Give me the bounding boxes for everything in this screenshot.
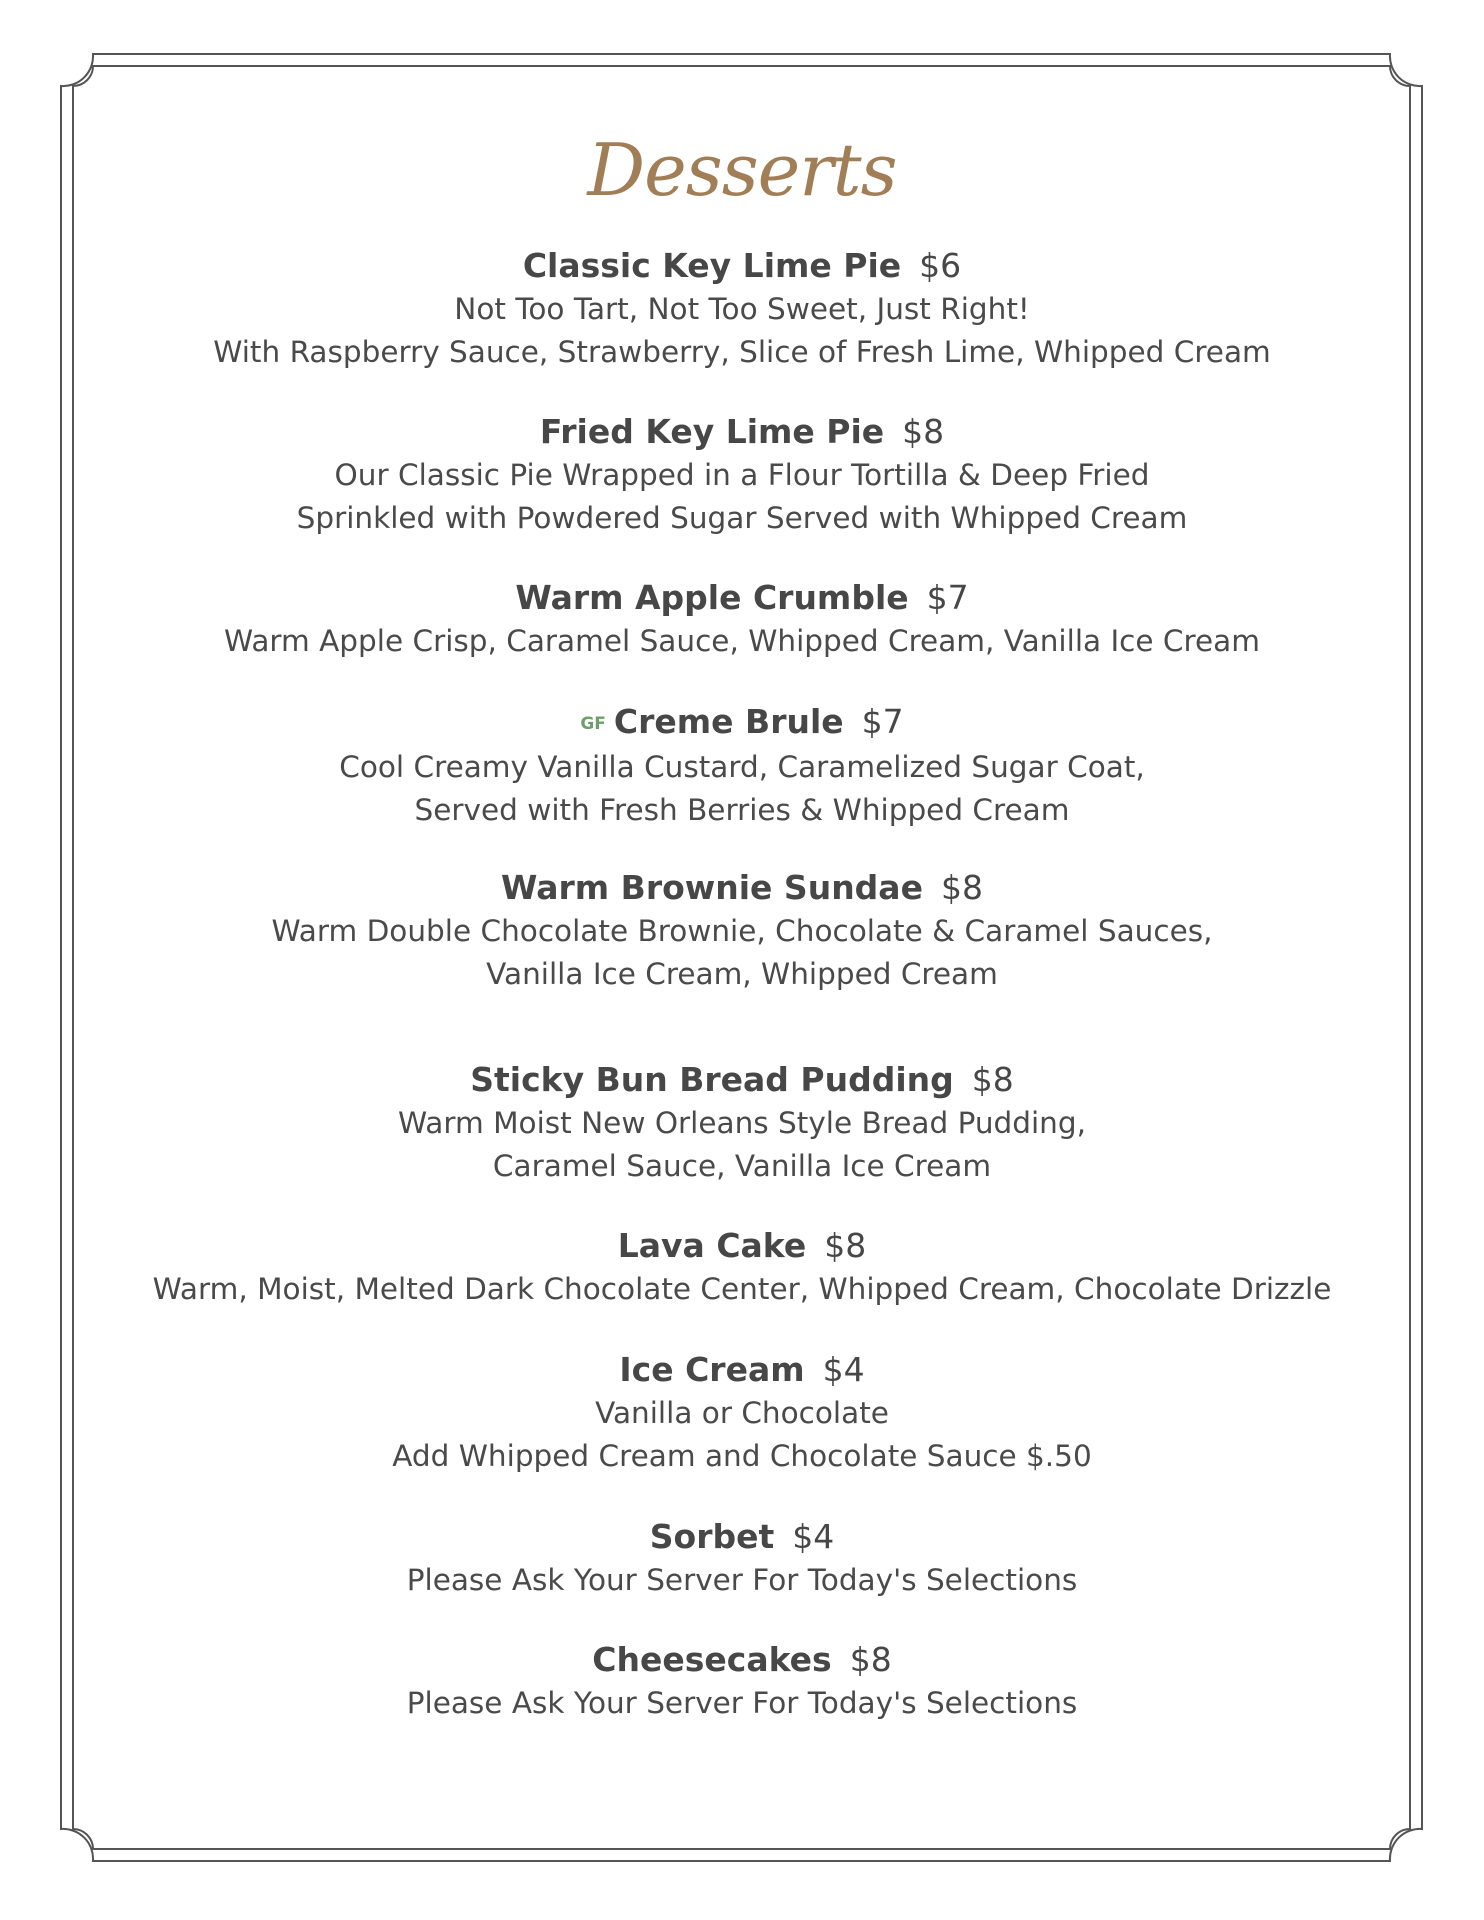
menu-item-header xyxy=(0,1058,1484,1102)
menu-item-name: Warm Brownie Sundae xyxy=(501,868,923,907)
menu-item-name: Lava Cake xyxy=(617,1226,807,1265)
menu-item-price: $7 xyxy=(926,578,969,617)
menu-item-description: Our Classic Pie Wrapped in a Flour Tortilla & Deep Fried xyxy=(334,458,1150,492)
menu-item-description: Please Ask Your Server For Today's Selections xyxy=(406,1563,1078,1597)
menu-item xyxy=(0,244,1484,374)
menu-item-description: Warm Double Chocolate Brownie, Chocolate & Caramel Sauces, xyxy=(271,914,1213,948)
menu-item-description: Not Too Tart, Not Too Sweet, Just Right! xyxy=(454,292,1030,326)
menu-item-header xyxy=(0,1224,1484,1268)
menu-item xyxy=(0,866,1484,996)
menu-item-description: Vanilla Ice Cream, Whipped Cream xyxy=(486,957,998,991)
menu-item-price: $8 xyxy=(940,868,983,907)
gluten-free-badge: GF xyxy=(580,714,606,734)
menu-item-name: Classic Key Lime Pie xyxy=(522,246,902,285)
menu-item-header xyxy=(0,1638,1484,1682)
menu-item-description: Warm Moist New Orleans Style Bread Pudding, xyxy=(398,1106,1086,1140)
menu-item-name: Fried Key Lime Pie xyxy=(539,412,885,451)
menu-item-header xyxy=(0,1515,1484,1559)
menu-item-name: Ice Cream xyxy=(619,1350,805,1389)
menu-item-description: Please Ask Your Server For Today's Selections xyxy=(406,1686,1078,1720)
menu-item-description: Add Whipped Cream and Chocolate Sauce $.50 xyxy=(392,1439,1092,1473)
menu-item xyxy=(0,1515,1484,1602)
menu-item-header xyxy=(0,576,1484,620)
menu-title: Desserts xyxy=(587,128,897,212)
menu-item xyxy=(0,1058,1484,1188)
menu-item-description: With Raspberry Sauce, Strawberry, Slice of Fresh Lime, Whipped Cream xyxy=(213,335,1271,369)
menu-item-name: Warm Apple Crumble xyxy=(515,578,909,617)
menu-item-name: Creme Brule xyxy=(613,702,844,741)
menu-item-header xyxy=(0,700,1484,746)
menu-item-price: $4 xyxy=(822,1350,865,1389)
menu-item xyxy=(0,1348,1484,1478)
menu-item-price: $7 xyxy=(861,702,904,741)
menu-item-name: Cheesecakes xyxy=(592,1640,832,1679)
menu-item-description: Vanilla or Chocolate xyxy=(595,1396,889,1430)
menu-item xyxy=(0,700,1484,832)
menu-item xyxy=(0,410,1484,540)
menu-item-name: Sticky Bun Bread Pudding xyxy=(470,1060,954,1099)
menu-item-name: Sorbet xyxy=(649,1517,775,1556)
menu-item-header xyxy=(0,866,1484,910)
menu-item-description: Sprinkled with Powdered Sugar Served with Whipped Cream xyxy=(296,501,1188,535)
menu-item-price: $6 xyxy=(919,246,962,285)
menu-item-price: $4 xyxy=(792,1517,835,1556)
menu-item-description: Warm Apple Crisp, Caramel Sauce, Whipped Cream, Vanilla Ice Cream xyxy=(224,624,1260,658)
menu-item xyxy=(0,576,1484,663)
menu-item xyxy=(0,1224,1484,1311)
menu-item-price: $8 xyxy=(824,1226,867,1265)
menu-item-description: Caramel Sauce, Vanilla Ice Cream xyxy=(492,1149,992,1183)
menu-item xyxy=(0,1638,1484,1725)
menu-item-header xyxy=(0,1348,1484,1392)
menu-item-price: $8 xyxy=(902,412,945,451)
menu-item-header xyxy=(0,410,1484,454)
menu-item-description: Served with Fresh Berries & Whipped Cream xyxy=(414,793,1070,827)
menu-item-description: Warm, Moist, Melted Dark Chocolate Center, Whipped Cream, Chocolate Drizzle xyxy=(152,1272,1332,1306)
menu-item-price: $8 xyxy=(971,1060,1014,1099)
menu-item-description: Cool Creamy Vanilla Custard, Caramelized Sugar Coat, xyxy=(339,750,1145,784)
menu-item-header xyxy=(0,244,1484,288)
menu-item-price: $8 xyxy=(849,1640,892,1679)
